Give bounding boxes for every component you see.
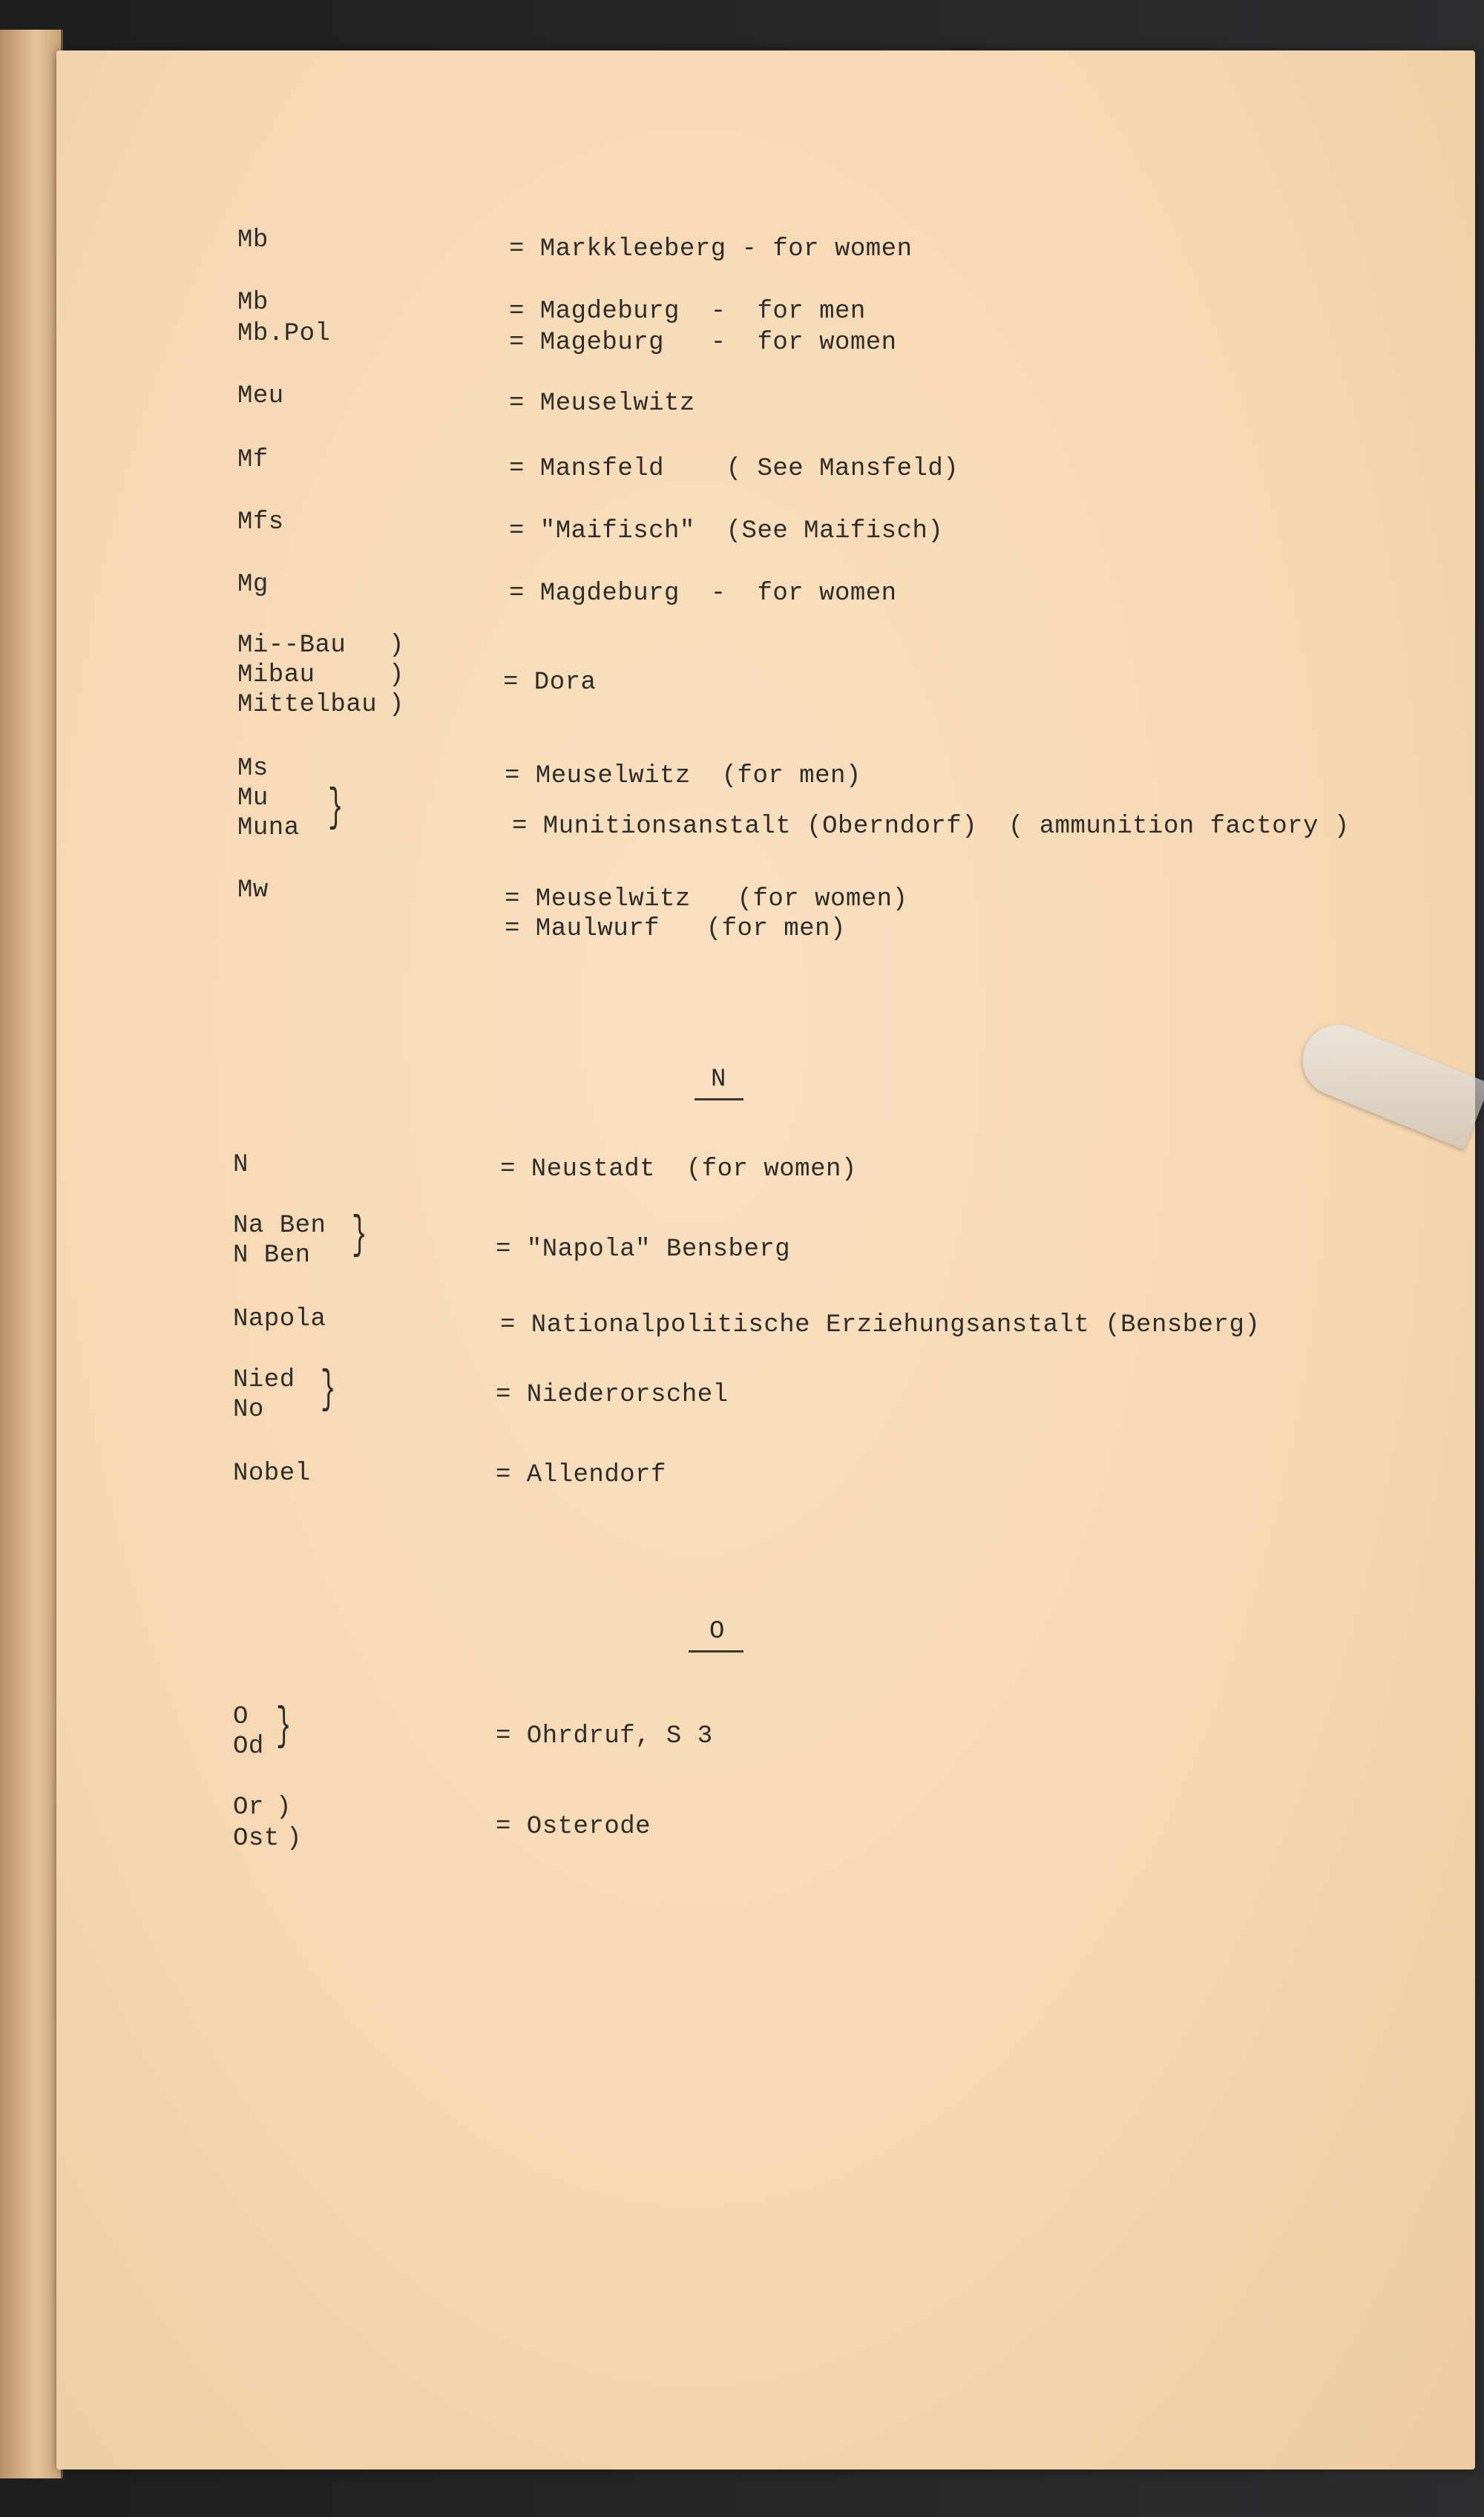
meaning-mb-pol: = Mageburg - for women: [509, 329, 897, 357]
bracket-brace: }: [321, 1363, 336, 1416]
abbr-na-ben: Na Ben: [233, 1212, 326, 1240]
bracket-brace: }: [276, 1700, 292, 1753]
meaning-dora: = Dora: [503, 669, 597, 697]
meaning-nied: = Niederorschel: [496, 1381, 729, 1409]
abbr-ost: Ost: [233, 1825, 280, 1853]
abbr-mw: Mw: [237, 876, 269, 905]
abbr-muna: Muna: [237, 814, 300, 842]
meaning-mg: = Magdeburg - for women: [509, 580, 897, 608]
meaning-ms: = Meuselwitz (for men): [505, 762, 861, 790]
abbr-mfs: Mfs: [237, 508, 284, 536]
abbr-mu: Mu: [237, 784, 269, 813]
abbr-mittelbau: Mittelbau: [237, 691, 378, 719]
meaning-mfs: = "Maifisch" (See Maifisch): [509, 517, 944, 545]
abbr-n-ben: N Ben: [233, 1241, 311, 1270]
abbr-nobel: Nobel: [233, 1460, 311, 1488]
abbr-od: Od: [233, 1733, 264, 1761]
meaning-mf: = Mansfeld ( See Mansfeld): [509, 455, 959, 483]
abbr-mibau: Mibau: [237, 661, 315, 689]
abbr-meu: Meu: [237, 382, 284, 410]
meaning-napola: = Nationalpolitische Erziehungsanstalt (Bensberg): [500, 1311, 1261, 1339]
section-header-n: N: [711, 1066, 726, 1094]
document-page: [56, 50, 1475, 2470]
bracket-paren: ): [286, 1825, 302, 1853]
bracket-paren: ): [389, 691, 404, 719]
abbr-nied: Nied: [233, 1366, 295, 1394]
bracket-brace: }: [352, 1209, 367, 1261]
meaning-mb: = Markkleeberg - for women: [509, 235, 913, 263]
bracket-brace: }: [328, 781, 344, 834]
meaning-mw-1: = Meuselwitz (for women): [505, 885, 908, 913]
abbr-o: O: [233, 1703, 249, 1731]
bracket-paren: ): [389, 661, 404, 689]
abbr-mi-bau: Mi--Bau: [237, 631, 347, 660]
abbr-n: N: [233, 1151, 249, 1179]
meaning-ohrdruf: = Ohrdruf, S 3: [496, 1722, 713, 1750]
section-header-o: O: [709, 1618, 725, 1646]
abbr-napola: Napola: [233, 1305, 326, 1333]
bracket-paren: ): [389, 631, 404, 660]
abbr-mg: Mg: [237, 571, 269, 599]
header-underline: [695, 1098, 743, 1100]
abbr-mf: Mf: [237, 446, 269, 474]
abbr-mb: Mb: [237, 226, 269, 255]
abbr-mb-men: Mb: [237, 289, 269, 317]
meaning-naben: = "Napola" Bensberg: [496, 1235, 791, 1264]
meaning-osterode: = Osterode: [496, 1813, 651, 1841]
meaning-nobel: = Allendorf: [496, 1461, 666, 1489]
abbr-mb-pol: Mb.Pol: [237, 320, 331, 348]
abbr-ms: Ms: [237, 755, 269, 783]
abbr-or: Or: [233, 1794, 264, 1822]
bracket-paren: ): [276, 1794, 292, 1822]
meaning-meu: = Meuselwitz: [509, 390, 695, 418]
abbr-no: No: [233, 1396, 264, 1424]
header-underline: [689, 1650, 743, 1653]
left-page-edge: [0, 30, 63, 2478]
meaning-n: = Neustadt (for women): [500, 1155, 857, 1184]
meaning-mb-men: = Magdeburg - for men: [509, 298, 866, 326]
meaning-mw-2: = Maulwurf (for men): [505, 915, 846, 943]
meaning-muna: = Munitionsanstalt (Oberndorf) ( ammunition factory ): [512, 813, 1350, 841]
